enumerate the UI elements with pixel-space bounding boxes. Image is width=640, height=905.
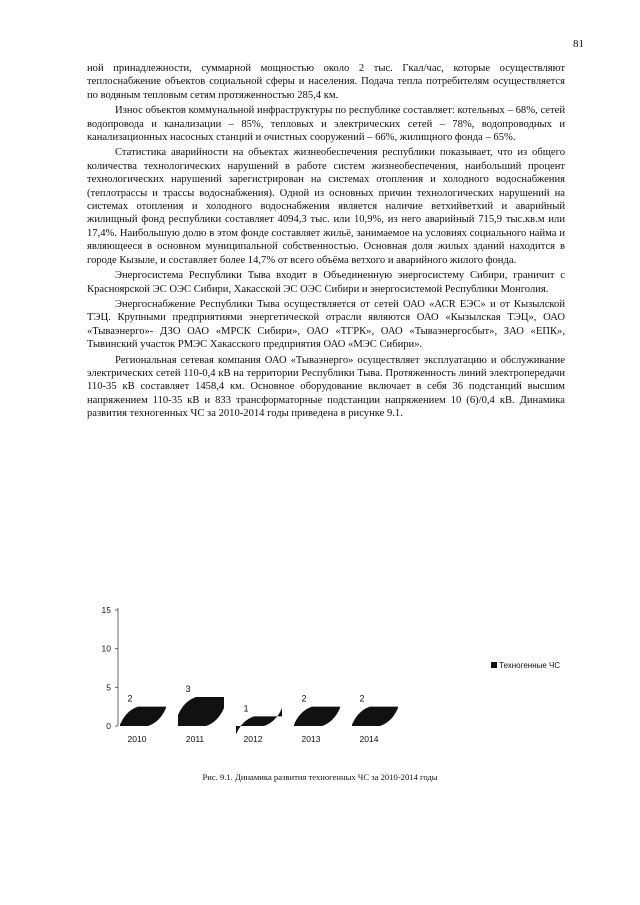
techno-emergency-chart [88, 600, 608, 760]
y-tick-label: 15 [101, 605, 111, 615]
data-label-2011: 3 [185, 684, 191, 694]
legend-label: Техногенные ЧС [499, 661, 561, 670]
paragraph-2: Износ объектов коммунальной инфраструктуры по республике составляет: котельных – 68%, сетей водопровода и канализации – 85%, тепловых и электрических сетей – 78%, водопроводных и канализационных насосных станций и очистных сооружений – 66%, жилищного фонда – 65%. [87, 105, 565, 144]
bar-2010 [120, 707, 166, 726]
data-label-2013: 2 [301, 693, 307, 704]
paragraph-1: ной принадлежности, суммарной мощностью около 2 тыс. Гкал/час, которые осуществляют теплоснабжение объектов социальной сферы и населения. Подача тепла потребителям осуществляется по водяным тепловым сетям протяженностью 285,4 км. [87, 63, 565, 101]
data-label-2014: 2 [359, 693, 365, 704]
bar-2013 [294, 707, 340, 726]
x-tick-label-2014: 2014 [359, 734, 379, 744]
x-tick-label-2010: 2010 [127, 734, 147, 744]
paragraph-3: Статистика аварийности на объектах жизнеобеспечения республики показывает, что из общего количества технологических нарушений в работе систем жизнеобеспечения, наибольший процент технологических нарушений зарегистрирован на системах отопления и холодного водоснабжения (теплотрассы и трассы водоснабжения). Одной из основных причин технологических нарушений на системах отопления и холодного водоснабжения является наличие ветхийветхий и аварийный жилищный фонд республики составляет 4094,3 тыс. или 10,9%, из него аварийный 715,9 тыс.кв.м или 17,4%. Наибольшую долю в этом фонде составляет жильё, занимаемое на условиях социального найма и являющееся в основном муниципальной собственностью. Основная доля жилых зданий находится в городе Кызыле, и составляет более 14,7% от всего объёма ветхого и аварийного жилого фонда. [87, 147, 565, 266]
paragraph-6: Региональная сетевая компания ОАО «Тываэнерго» осуществляет эксплуатацию и обслуживание электрических сетей 110-0,4 кВ на территории Республики Тыва. Протяженность линий электропередачи 110-35 кВ составляет 1458,4 км. Основное оборудование включает в себя 36 подстанций высшим напряжением 110-35 кВ и 833 трансформаторные подстанции напряжением 10 (6)/0,4 кВ. Динамика развития техногенных ЧС за 2010-2014 годы приведена в рисунке 9.1. [87, 354, 565, 420]
y-tick-label: 5 [106, 682, 111, 693]
y-tick-label: 0 [106, 721, 111, 731]
body-text [87, 62, 565, 423]
bar-2011 [178, 697, 224, 726]
paragraph-5: Энергоснабжение Республики Тыва осуществляется от сетей ОАО «АСR ЕЭС» и от Кызылской ТЭЦ. Крупными предприятиями энергетической отрасли являются ОАО «Кызылская ТЭЦ», ОАО «Тываэнерго»- ДЗО ОАО «МРСК Сибири», ОАО «ТГРК», ОАО «Тываэнергосбыт», ЗАО «ЕПК», Тывинский участок РМЭС Хакасского предприятия ОАО «МЭС Сибири». [87, 298, 565, 351]
legend-swatch [491, 662, 497, 668]
figure-caption: Рис. 9.1. Динамика развития техногенных ЧС за 2010-2014 годы [202, 772, 438, 782]
x-tick-label-2013: 2013 [301, 734, 321, 744]
paragraph-4: Энергосистема Республики Тыва входит в Объединенную энергосистему Сибири, граничит с Красноярской ЭС ОЭС Сибири, Хакасской ЭС ОЭС Сибири и энергосистемой Республики Монголия. [87, 270, 565, 295]
y-tick-label: 10 [101, 643, 111, 654]
data-label-2012: 1 [243, 703, 249, 714]
data-label-2010: 2 [127, 693, 133, 704]
x-tick-label-2012: 2012 [243, 734, 263, 744]
page-number: 81 [573, 38, 584, 50]
chart-svg [88, 600, 608, 760]
x-tick-label-2011: 2011 [185, 734, 205, 744]
bar-2014 [352, 707, 398, 726]
